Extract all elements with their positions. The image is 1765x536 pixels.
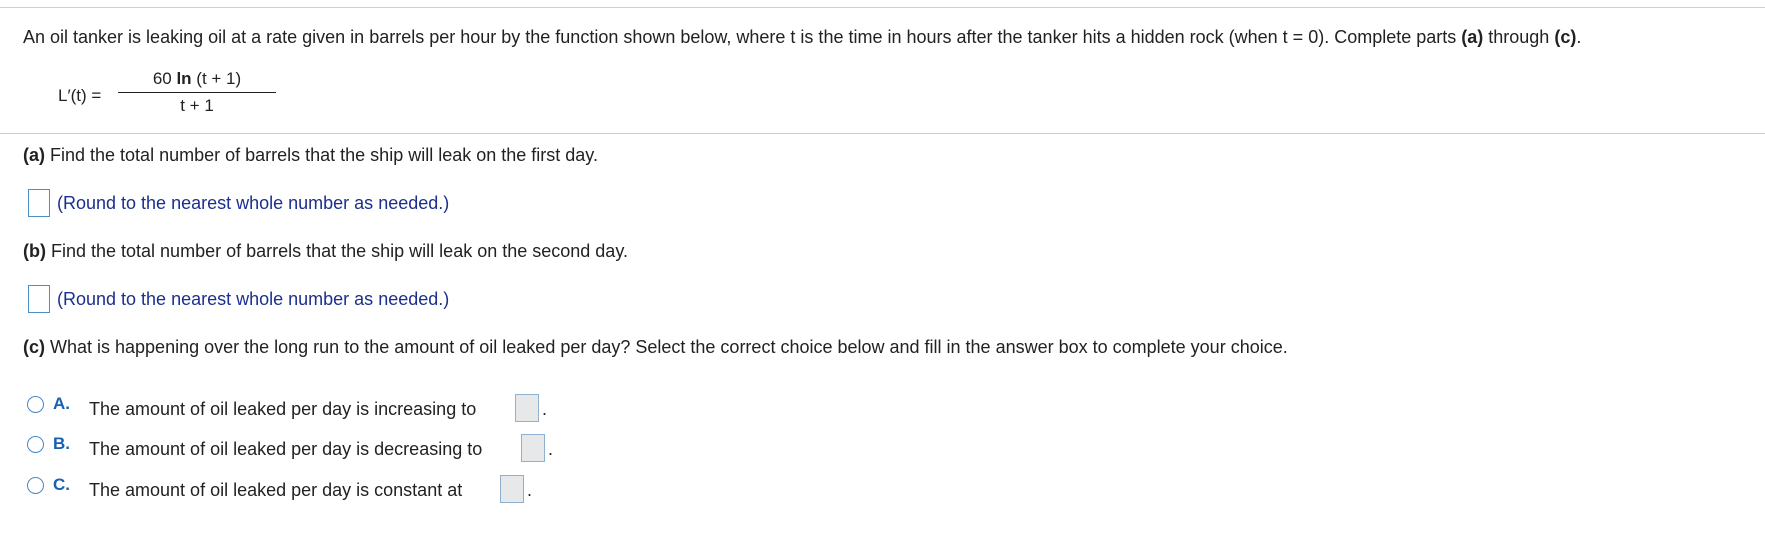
question-intro: An oil tanker is leaking oil at a rate given in barrels per hour by the function shown below, where t is the time in hours after the tanker hits a hidden rock (when t = 0). Complete parts (a) through (c). — [23, 27, 1582, 47]
choice-a-radio[interactable] — [27, 396, 44, 413]
choice-a-letter: A. — [53, 394, 70, 413]
part-a-answer-box[interactable] — [28, 189, 50, 217]
choice-c-text: The amount of oil leaked per day is constant at — [89, 480, 463, 500]
section-divider — [0, 133, 1765, 134]
top-divider — [0, 7, 1765, 8]
choice-c-radio[interactable] — [27, 477, 44, 494]
part-c-prompt: (c) What is happening over the long run to the amount of oil leaked per day? Select the correct choice below and fill in the answer box to complete your choice. — [23, 337, 1288, 357]
formula-denominator: t + 1 — [180, 96, 214, 115]
choice-a-answer-box[interactable] — [515, 394, 539, 422]
choice-b-letter: B. — [53, 434, 70, 453]
formula-fraction — [118, 68, 276, 117]
part-b-prompt: (b) Find the total number of barrels that the ship will leak on the second day. — [23, 241, 628, 261]
choice-c-answer-box[interactable] — [500, 475, 524, 503]
choice-b-period: . — [548, 439, 554, 459]
part-b-hint: (Round to the nearest whole number as needed.) — [57, 289, 450, 309]
part-b-answer-box[interactable] — [28, 285, 50, 313]
formula-numerator: 60 ln (t + 1) — [152, 69, 242, 88]
formula-lhs: L′(t) = — [58, 86, 102, 105]
choice-c-letter: C. — [53, 475, 70, 494]
choice-b-answer-box[interactable] — [521, 434, 545, 462]
choice-b-text: The amount of oil leaked per day is decreasing to — [89, 439, 483, 459]
choice-b-radio[interactable] — [27, 436, 44, 453]
part-a-hint: (Round to the nearest whole number as needed.) — [57, 193, 450, 213]
fraction-bar — [118, 92, 276, 93]
choice-c-period: . — [527, 480, 533, 500]
choice-a-period: . — [542, 399, 548, 419]
choice-a-text: The amount of oil leaked per day is increasing to — [89, 399, 477, 419]
part-a-prompt: (a) Find the total number of barrels that the ship will leak on the first day. — [23, 145, 598, 165]
